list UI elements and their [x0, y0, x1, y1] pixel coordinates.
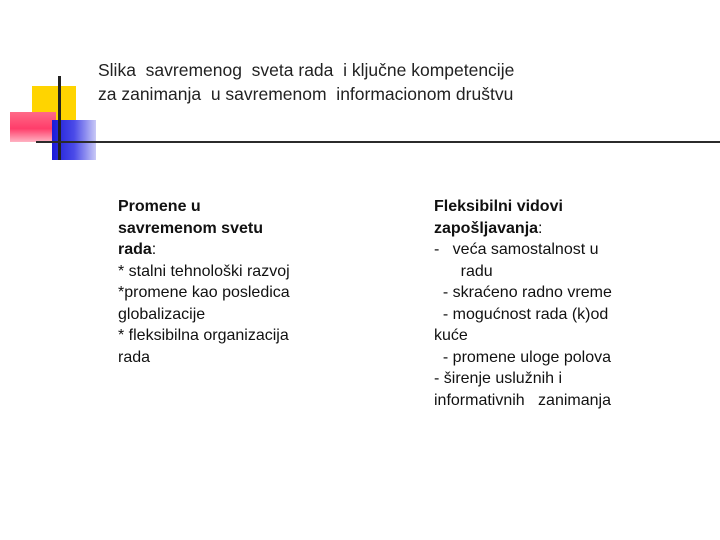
right-bullet-line: - mogućnost rada (k)od — [434, 305, 609, 323]
title-line: Slika savremenog sveta rada i ključne kompetencije — [98, 60, 515, 80]
left-bullet-line: rada — [118, 348, 151, 366]
title-line: za zanimanja u savremenom informacionom društvu — [98, 84, 514, 104]
right-bullet-line: - širenje uslužnih i — [434, 370, 563, 387]
left-bullet-line: globalizacije — [118, 305, 206, 323]
right-bullet-line: informativnih zanimanja — [434, 391, 611, 409]
right-heading-line: zapošljavanja: — [434, 219, 543, 237]
left-bullet-line: * stalni tehnološki razvoj — [118, 262, 290, 280]
right-bullet-line: - veća samostalnost u — [434, 241, 599, 258]
right-bullet-line: kuće — [434, 327, 468, 344]
right-bullet-line: - promene uloge polova — [434, 348, 611, 366]
right-heading-colon: : — [538, 219, 543, 237]
right-bullet-line: radu — [434, 262, 493, 280]
left-heading-line: Promene u — [118, 198, 201, 215]
left-bullet-line: *promene kao posledica — [118, 284, 290, 301]
decorative-vertical-line — [58, 76, 61, 160]
left-heading-line: rada: — [118, 241, 157, 258]
left-bullet-line: * fleksibilna organizacija — [118, 327, 289, 344]
left-heading-colon: : — [151, 241, 157, 258]
slide-title — [98, 58, 658, 106]
right-column — [434, 196, 694, 411]
title-underline — [36, 141, 720, 143]
right-bullet-line: - skraćeno radno vreme — [434, 284, 612, 301]
right-heading-line: Fleksibilni vidovi — [434, 198, 563, 215]
left-column — [118, 196, 358, 368]
decorative-red-bar — [10, 112, 56, 142]
left-heading-line: savremenom svetu — [118, 219, 263, 237]
